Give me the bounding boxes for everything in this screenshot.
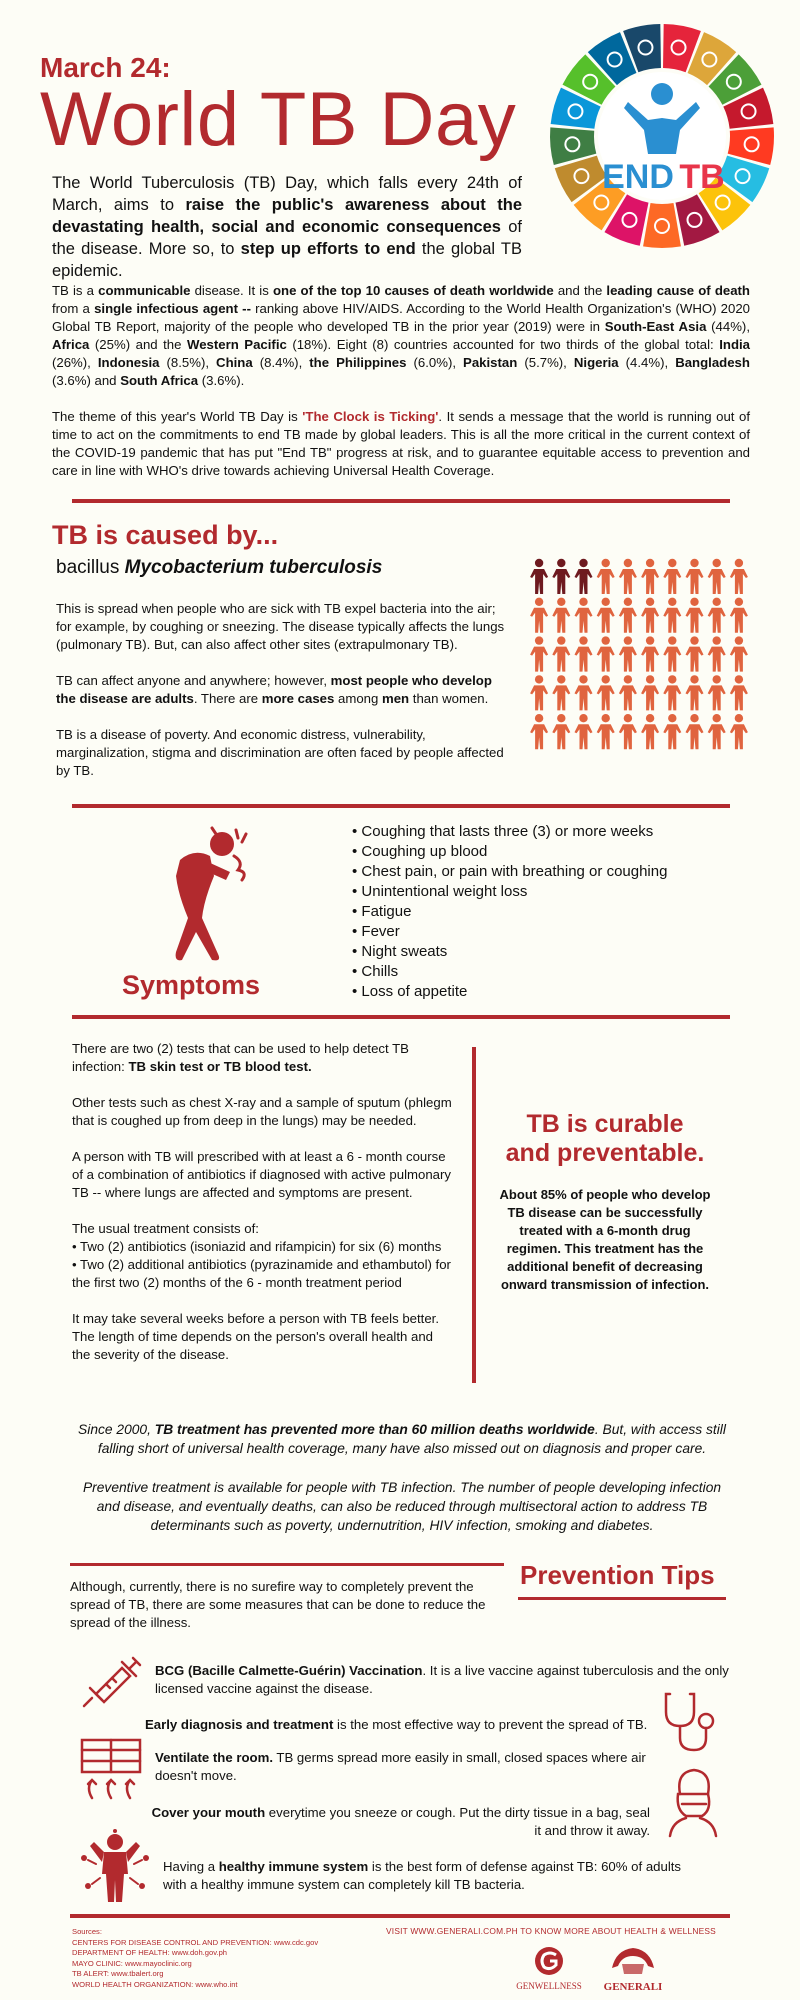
symptom-item: • Unintentional weight loss: [352, 882, 667, 902]
bacillus-name: bacillus Mycobacterium tuberculosis: [56, 557, 383, 578]
source-item: WORLD HEALTH ORGANIZATION: www.who.int: [72, 1979, 238, 1989]
syringe-icon: [76, 1648, 142, 1714]
sources-list: [72, 1927, 318, 1990]
other-tests-paragraph: Other tests such as chest X-ray and a sample of sputum (phlegm that is coughed up from deep in the lungs) may be needed.: [72, 1095, 452, 1128]
person-icon: [641, 598, 659, 633]
source-item: MAYO CLINIC: www.mayoclinic.org: [72, 1958, 192, 1968]
curable-accent-bar: [472, 1047, 476, 1383]
ventilation-window-icon: [78, 1736, 144, 1802]
symptom-item: • Fever: [352, 922, 667, 942]
person-icon: [619, 675, 637, 710]
person-icon: [686, 636, 704, 671]
spread-paragraph: This is spread when people who are sick with TB expel bacteria into the air; for example, by coughing or sneezing. The disease typically affects the lungs (pulmonary TB). But, can also affect other sites (extrapulmonary TB).: [56, 601, 505, 652]
tip-vaccination: BCG (Bacille Calmette-Guérin) Vaccination. It is a live vaccine against tuberculosis and the only licensed vaccine against the disease.: [155, 1663, 729, 1696]
divider: [70, 1563, 504, 1566]
person-icon: [530, 598, 548, 633]
source-item: CENTERS FOR DISEASE CONTROL AND PREVENTION: www.cdc.gov: [72, 1937, 319, 1947]
theme-paragraph: The theme of this year's World TB Day is 'The Clock is Ticking'. It sends a message that the world is running out of time to act on the commitments to end TB made by global leaders. This is all the more critical in the current context of the COVID-19 pandemic that has put "End TB" progress at risk, and to guarantee equitable access to prevention and care in line with WHO's drive towards achieving Universal Health Coverage.: [52, 409, 750, 478]
symptom-item: • Chills: [352, 962, 667, 982]
treatment-paragraph: The usual treatment consists of: • Two (2) antibiotics (isoniazid and rifampicin) for six (6) months • Two (2) additional antibiotics (pyrazinamide and ethambutol) for the first two (2) months of the 6 - month treatment period: [72, 1221, 451, 1290]
person-icon: [597, 559, 615, 594]
symptom-item: • Loss of appetite: [352, 982, 667, 1002]
person-icon: [530, 675, 548, 710]
person-icon: [552, 598, 570, 633]
generali-logo: [602, 1942, 664, 1994]
sources-heading: Sources:: [72, 1927, 102, 1936]
coughing-person-icon: [152, 822, 260, 962]
person-icon: [686, 675, 704, 710]
face-mask-icon: [664, 1764, 722, 1838]
tip-early-diagnosis: Early diagnosis and treatment is the most effective way to prevent the spread of TB.: [145, 1717, 648, 1732]
person-icon: [552, 714, 570, 749]
symptom-item: • Chest pain, or pain with breathing or coughing: [352, 862, 667, 882]
strong-person-icon: [76, 1828, 154, 1906]
person-icon: [597, 714, 615, 749]
person-icon: [708, 714, 726, 749]
person-icon: [575, 714, 593, 749]
caused-section-title: TB is caused by...: [52, 520, 279, 550]
person-icon: [641, 636, 659, 671]
divider: [518, 1597, 726, 1600]
who-affected-paragraph: TB can affect anyone and anywhere; however, most people who develop the disease are adults. There are more cases among men than women.: [56, 673, 492, 706]
stethoscope-icon: [660, 1688, 722, 1754]
tests-treatment-body: [72, 1040, 452, 1382]
symptom-item: • Coughing up blood: [352, 842, 667, 862]
page-title: World TB Day: [40, 77, 517, 162]
visit-link[interactable]: VISIT WWW.GENERALI.COM.PH TO KNOW MORE ABOUT HEALTH & WELLNESS: [386, 1926, 716, 1936]
prevention-title: Prevention Tips: [520, 1560, 715, 1590]
person-icon: [663, 714, 681, 749]
source-item: TB ALERT: www.tbalert.org: [72, 1969, 164, 1978]
treatment-impact-statement: Since 2000, TB treatment has prevented more than 60 million deaths worldwide. But, with access still falling short of universal health coverage, many have also missed out on diagnosis and proper care.: [78, 1422, 726, 1456]
tip-ventilate: Ventilate the room. TB germs spread more easily in small, closed spaces where air doesn't move.: [155, 1750, 646, 1783]
caused-body: [56, 600, 511, 798]
person-icon: [619, 636, 637, 671]
logo-tb-text: TB: [679, 158, 725, 196]
person-icon: [686, 714, 704, 749]
event-date: March 24:: [40, 52, 171, 83]
logo-end-text: END: [602, 158, 674, 196]
sdg-segment: [643, 203, 681, 248]
tests-paragraph: There are two (2) tests that can be used to help detect TB infection: TB skin test or TB blood test.: [72, 1041, 409, 1074]
person-icon: [530, 559, 548, 594]
person-icon: [708, 559, 726, 594]
tip-cover-mouth: Cover your mouth everytime you sneeze or cough. Put the dirty tissue in a bag, seal it and throw it away.: [151, 1805, 650, 1838]
theme-name: 'The Clock is Ticking': [302, 409, 439, 424]
person-icon: [575, 559, 593, 594]
person-icon: [575, 675, 593, 710]
generali-text: GENERALI: [603, 1981, 663, 1993]
person-icon: [686, 598, 704, 633]
recovery-paragraph: It may take several weeks before a person with TB feels better. The length of time depends on the person's overall health and the severity of the disease.: [72, 1311, 439, 1362]
person-icon: [575, 598, 593, 633]
person-icon: [708, 675, 726, 710]
person-icon: [708, 598, 726, 633]
person-icon: [730, 714, 748, 749]
person-icon: [708, 636, 726, 671]
prevention-intro: Although, currently, there is no surefire way to completely prevent the spread of TB, there are some measures that can be done to reduce the spread of the illness.: [70, 1579, 486, 1630]
divider: [70, 1914, 730, 1918]
person-icon: [530, 636, 548, 671]
genwellness-text: GENWELLNESS: [516, 1981, 582, 1991]
person-icon: [641, 714, 659, 749]
person-icon: [552, 675, 570, 710]
people-grid-icon: [528, 558, 750, 752]
person-icon: [641, 675, 659, 710]
source-item: DEPARTMENT OF HEALTH: www.doh.gov.ph: [72, 1948, 228, 1957]
person-icon: [552, 559, 570, 594]
symptoms-title: Symptoms: [122, 970, 261, 1000]
person-icon: [597, 675, 615, 710]
person-icon: [663, 636, 681, 671]
divider: [72, 1015, 730, 1019]
preventive-treatment-statement: Preventive treatment is available for people with TB infection. The number of people developing infection and disease, and eventually deaths, can also be reduced through multisectoral action to address TB determinants such as poverty, undernutrition, HIV infection, smoking and diabetes.: [82, 1480, 722, 1533]
divider: [72, 804, 730, 808]
person-icon: [730, 559, 748, 594]
person-icon: [730, 675, 748, 710]
symptom-item: • Night sweats: [352, 942, 667, 962]
end-tb-logo: [548, 22, 776, 250]
tip-immune-system: Having a healthy immune system is the best form of defense against TB: 60% of adults with a healthy immune system can completely kill TB bacteria.: [163, 1859, 682, 1892]
divider: [72, 499, 730, 503]
person-icon: [730, 636, 748, 671]
symptom-item: • Fatigue: [352, 902, 667, 922]
person-icon: [663, 675, 681, 710]
person-icon: [663, 559, 681, 594]
curable-body: About 85% of people who develop TB disease can be successfully treated with a 6-month drug regimen. This treatment has the additional benefit of decreasing onward transmission of infection.: [499, 1187, 711, 1292]
person-icon: [730, 598, 748, 633]
poverty-paragraph: TB is a disease of poverty. And economic distress, vulnerability, marginalization, stigma and discrimination are often faced by people affected by TB.: [56, 727, 504, 778]
curable-title: TB is curable and preventable.: [505, 1110, 705, 1167]
person-icon: [552, 636, 570, 671]
person-icon: [641, 559, 659, 594]
person-icon: [686, 559, 704, 594]
person-icon: [597, 636, 615, 671]
person-icon: [575, 636, 593, 671]
person-icon: [619, 559, 637, 594]
person-icon: [663, 598, 681, 633]
person-icon: [619, 598, 637, 633]
person-icon: [597, 598, 615, 633]
tb-facts-paragraph: TB is a communicable disease. It is one of the top 10 causes of death worldwide and the leading cause of death from a single infectious agent -- ranking above HIV/AIDS. According to the World Health Organization's (WHO) 2020 Global TB Report, majority of the people who developed TB in the prior year (2019) were in South-East Asia (44%), Africa (25%) and the Western Pacific (18%). Eight (8) countries accounted for two thirds of the global total: India (26%), Indonesia (8.5%), China (8.4%), the Philippines (6.0%), Pakistan (5.7%), Nigeria (4.4%), Bangladesh (3.6%) and South Africa (3.6%).: [52, 283, 751, 388]
prescription-paragraph: A person with TB will prescribed with at least a 6 - month course of a combination of antibiotics if diagnosed with active pulmonary TB -- where lungs are affected and symptoms are present.: [72, 1149, 451, 1200]
intro-paragraph: The World Tuberculosis (TB) Day, which falls every 24th of March, aims to raise the public's awareness about the devastating health, social and economic consequences of the disease. More so, to step up efforts to end the global TB epidemic.: [52, 174, 522, 280]
symptoms-list: [352, 822, 667, 1002]
symptom-item: • Coughing that lasts three (3) or more weeks: [352, 822, 667, 842]
person-icon: [619, 714, 637, 749]
genwellness-logo: [514, 1945, 584, 1993]
person-icon: [530, 714, 548, 749]
